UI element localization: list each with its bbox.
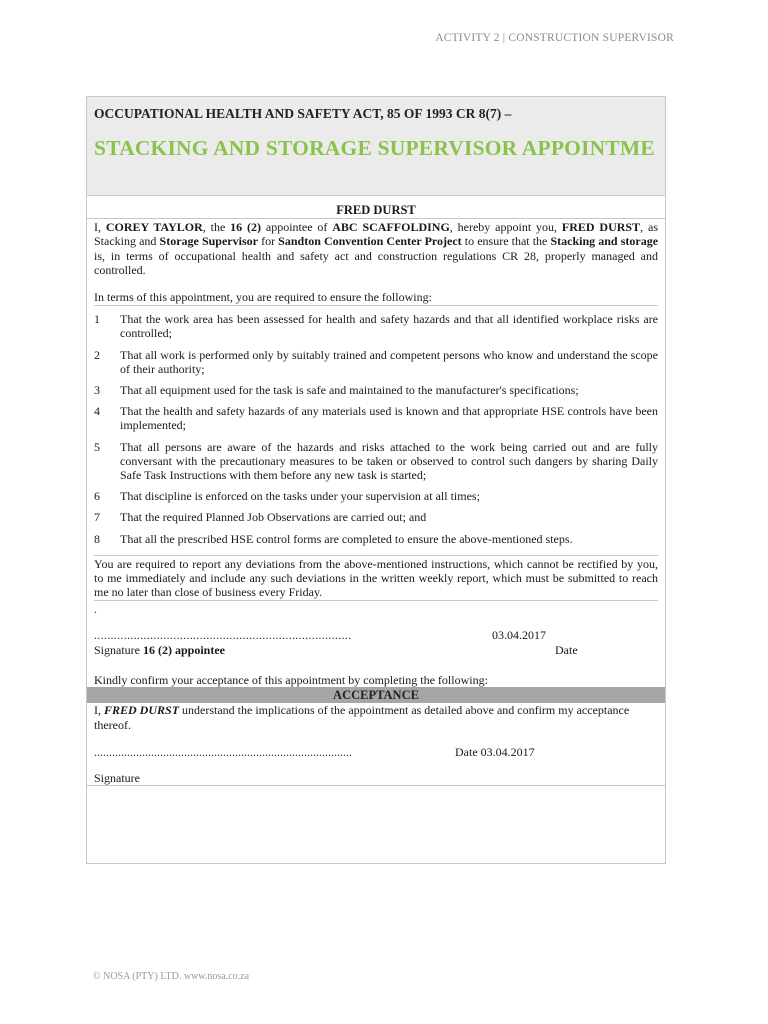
- requirement-item: [94, 532, 658, 546]
- intro-paragraph: [94, 220, 658, 277]
- requirement-item: [94, 348, 658, 376]
- acceptor-name: FRED DURST: [104, 703, 180, 718]
- requirement-text: That the work area has been assessed for health and safety hazards and that all identified workplace risks are controlled;: [120, 312, 658, 341]
- acceptance-date: Date 03.04.2017: [455, 745, 535, 760]
- form-title: STACKING AND STORAGE SUPERVISOR APPOINTME: [94, 136, 655, 160]
- text-fragment: , the: [202, 220, 231, 235]
- scope-name: Stacking and storage: [550, 234, 659, 249]
- acceptance-signature-label: Signature: [94, 771, 140, 786]
- text-fragment: understand the implications of the appointment as detailed above and confirm my acceptance thereof.: [94, 703, 630, 732]
- requirement-item: [94, 404, 658, 432]
- acceptance-signature-line: ......................................................................................: [94, 745, 352, 760]
- signature-label: [94, 643, 225, 657]
- requirement-text: That all the prescribed HSE control forms are completed to ensure the above-mentioned steps.: [120, 531, 573, 546]
- acceptance-heading: ACCEPTANCE: [87, 687, 665, 703]
- requirement-text: That all equipment used for the task is safe and maintained to the manufacturer's specifications;: [120, 383, 579, 398]
- requirement-number: 8: [94, 531, 100, 546]
- requirement-item: [94, 312, 658, 340]
- role-name: Storage Supervisor: [159, 234, 258, 249]
- signature-role: 16 (2) appointee: [143, 643, 225, 658]
- company-name: ABC SCAFFOLDING: [332, 220, 450, 235]
- report-paragraph: You are required to report any deviations from the above-mentioned instructions, which cannot be rectified by you, to me immediately and include any such deviations in the written weekly report, which must be submitted to reach me no later than close of business every Friday.: [94, 556, 658, 602]
- requirement-item: [94, 510, 658, 524]
- acceptance-block: [87, 703, 665, 786]
- text-fragment: appointee of: [261, 220, 333, 235]
- page-footer: © NOSA (PTY) LTD. www.nosa.co.za: [93, 971, 250, 982]
- requirement-text: That all persons are aware of the hazards and risks attached to the work being carried out and are fully conversant with the precautionary measures to be taken or observed to control such dangers by sharing Daily Safe Task Instructions with them before any new task is started;: [120, 439, 658, 483]
- requirement-number: 1: [94, 312, 100, 327]
- title-block: [87, 97, 665, 196]
- signature-date-label: Date: [555, 643, 578, 658]
- text-fragment: I,: [94, 703, 104, 718]
- requirement-text: That all work is performed only by suitably trained and competent persons who know and understand the scope of their authority;: [120, 347, 658, 376]
- text-fragment: Signature: [94, 643, 143, 658]
- requirement-text: That the health and safety hazards of any materials used is known and that appropriate HSE controls have been implemented;: [120, 404, 658, 433]
- text-fragment: is, in terms of occupational health and safety act and construction regulations CR 28, properly managed and controlled.: [94, 248, 658, 277]
- signature-block: [87, 601, 665, 687]
- requirement-number: 4: [94, 404, 100, 419]
- text-fragment: , hereby appoint you,: [449, 220, 562, 235]
- act-reference: OCCUPATIONAL HEALTH AND SAFETY ACT, 85 OF 1993 CR 8(7) –: [94, 106, 512, 121]
- requirement-number: 7: [94, 510, 100, 525]
- text-fragment: for: [257, 234, 279, 249]
- appointee-name: FRED DURST: [561, 220, 641, 235]
- signature-line: ..............................................................................: [94, 628, 352, 643]
- requirement-text: That the required Planned Job Observations are carried out; and: [120, 510, 427, 525]
- requirement-number: 2: [94, 347, 100, 362]
- appointer-name: COREY TAYLOR: [105, 220, 203, 235]
- requirement-item: [94, 383, 658, 397]
- text-fragment: to ensure that the: [461, 234, 551, 249]
- signature-date-value: 03.04.2017: [492, 628, 546, 643]
- project-name: Sandton Convention Center Project: [278, 234, 462, 249]
- acceptance-statement: [94, 703, 658, 731]
- appointee-heading: FRED DURST: [87, 196, 665, 219]
- requirement-item: [94, 489, 658, 503]
- requirement-number: 5: [94, 439, 100, 454]
- appointment-intro: [94, 219, 658, 306]
- stray-dot: .: [94, 602, 97, 617]
- appointment-form: [86, 96, 666, 864]
- acceptance-instruction: Kindly confirm your acceptance of this appointment by completing the following:: [94, 673, 488, 688]
- regulation-ref: 16 (2): [230, 220, 262, 235]
- requirements-lead: In terms of this appointment, you are required to ensure the following:: [94, 290, 432, 305]
- requirement-number: 6: [94, 489, 100, 504]
- text-fragment: I,: [94, 220, 106, 235]
- requirement-text: That discipline is enforced on the tasks under your supervision at all times;: [120, 489, 480, 504]
- page-header: ACTIVITY 2 | CONSTRUCTION SUPERVISOR: [435, 32, 674, 44]
- requirement-number: 3: [94, 383, 100, 398]
- requirements-list: [94, 306, 658, 556]
- requirement-item: [94, 440, 658, 483]
- text-fragment: , as Stacking and: [94, 220, 658, 249]
